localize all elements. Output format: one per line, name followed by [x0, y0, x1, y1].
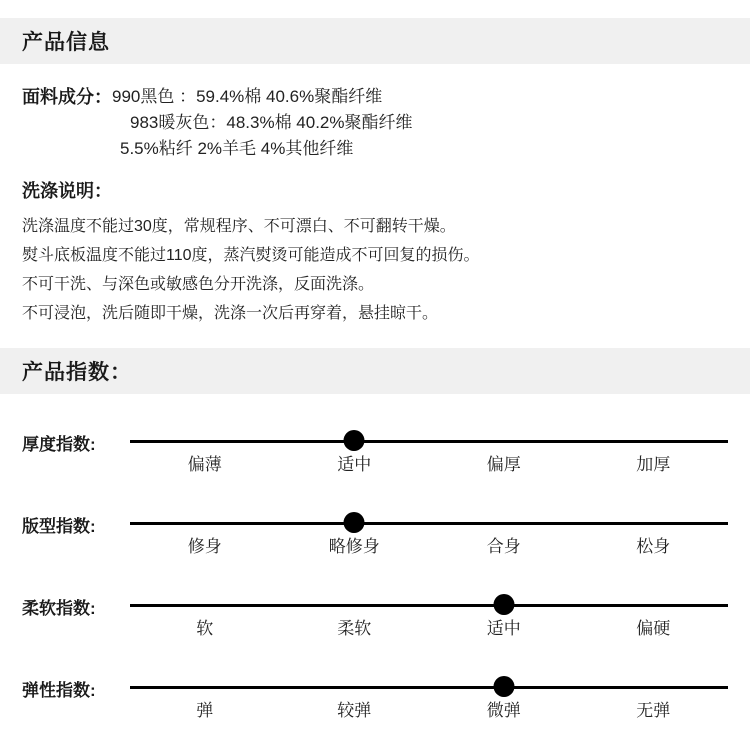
product-index-list [0, 408, 750, 724]
scale-marker-dot [344, 512, 365, 533]
scale-tick-label: 微弹 [486, 701, 521, 720]
product-detail-page [0, 18, 750, 753]
scale-tick-label: 略修身 [328, 537, 380, 556]
scale-line [130, 522, 728, 525]
washing-instructions-label: 洗涤说明： [22, 181, 112, 201]
index-row-label: 柔软指数: [22, 599, 96, 618]
index-scale-fit [130, 490, 728, 560]
scale-tick-label: 无弹 [636, 701, 671, 720]
product-index-section-header [0, 348, 750, 394]
index-scale-softness [130, 572, 728, 642]
scale-tick-label: 软 [196, 619, 214, 638]
index-scale-elasticity [130, 654, 728, 724]
scale-ticks [130, 696, 728, 721]
scale-line [130, 440, 728, 443]
scale-tick-label: 柔软 [337, 619, 372, 638]
fabric-line: 990黑色 ：59.4%棉 40.6%聚酯纤维 [112, 87, 383, 106]
scale-ticks [130, 614, 728, 639]
fabric-composition-label: 面料成分： [22, 87, 112, 107]
scale-ticks [130, 450, 728, 475]
index-row-fit [22, 490, 728, 560]
washing-instruction-line: 不可干洗、与深色或敏感色分开洗涤，反面洗涤。 [22, 276, 375, 293]
scale-tick-label: 偏厚 [486, 455, 521, 474]
index-row-elasticity [22, 654, 728, 724]
index-scale-thickness [130, 408, 728, 478]
scale-tick-label: 松身 [636, 537, 671, 556]
scale-tick-label: 弹 [196, 701, 214, 720]
index-row-softness [22, 572, 728, 642]
scale-marker-dot [493, 676, 514, 697]
washing-instructions-list [22, 212, 728, 328]
scale-tick-label: 适中 [337, 455, 372, 474]
fabric-line: 5.5%粘纤 2%羊毛 4%其他纤维 [120, 139, 354, 158]
washing-instruction-line: 洗涤温度不能过30度，常规程序、不可漂白、不可翻转干燥。 [22, 218, 456, 235]
fabric-composition-row [22, 84, 728, 162]
scale-tick-label: 偏薄 [187, 455, 222, 474]
scale-marker-dot [493, 594, 514, 615]
scale-ticks [130, 532, 728, 557]
washing-instruction-line: 不可浸泡，洗后随即干燥，洗涤一次后再穿着，悬挂晾干。 [22, 305, 439, 322]
scale-tick-label: 适中 [486, 619, 521, 638]
product-info-content [0, 84, 750, 328]
index-row-thickness [22, 408, 728, 478]
scale-line [130, 604, 728, 607]
scale-tick-label: 偏硬 [636, 619, 671, 638]
index-row-label: 厚度指数: [22, 435, 96, 454]
product-info-title: 产品信息 [22, 31, 110, 54]
fabric-line: 983暖灰色：48.3%棉 40.2%聚酯纤维 [130, 113, 413, 132]
scale-line [130, 686, 728, 689]
product-index-title: 产品指数： [22, 361, 132, 384]
scale-tick-label: 修身 [187, 537, 222, 556]
index-row-label: 版型指数: [22, 517, 96, 536]
scale-tick-label: 加厚 [636, 455, 671, 474]
washing-instruction-line: 熨斗底板温度不能过110度，蒸汽熨烫可能造成不可回复的损伤。 [22, 247, 480, 264]
scale-marker-dot [344, 430, 365, 451]
fabric-composition-values [112, 84, 413, 162]
index-row-label: 弹性指数: [22, 681, 96, 700]
product-info-section-header [0, 18, 750, 64]
scale-tick-label: 合身 [486, 537, 521, 556]
scale-tick-label: 较弹 [337, 701, 372, 720]
